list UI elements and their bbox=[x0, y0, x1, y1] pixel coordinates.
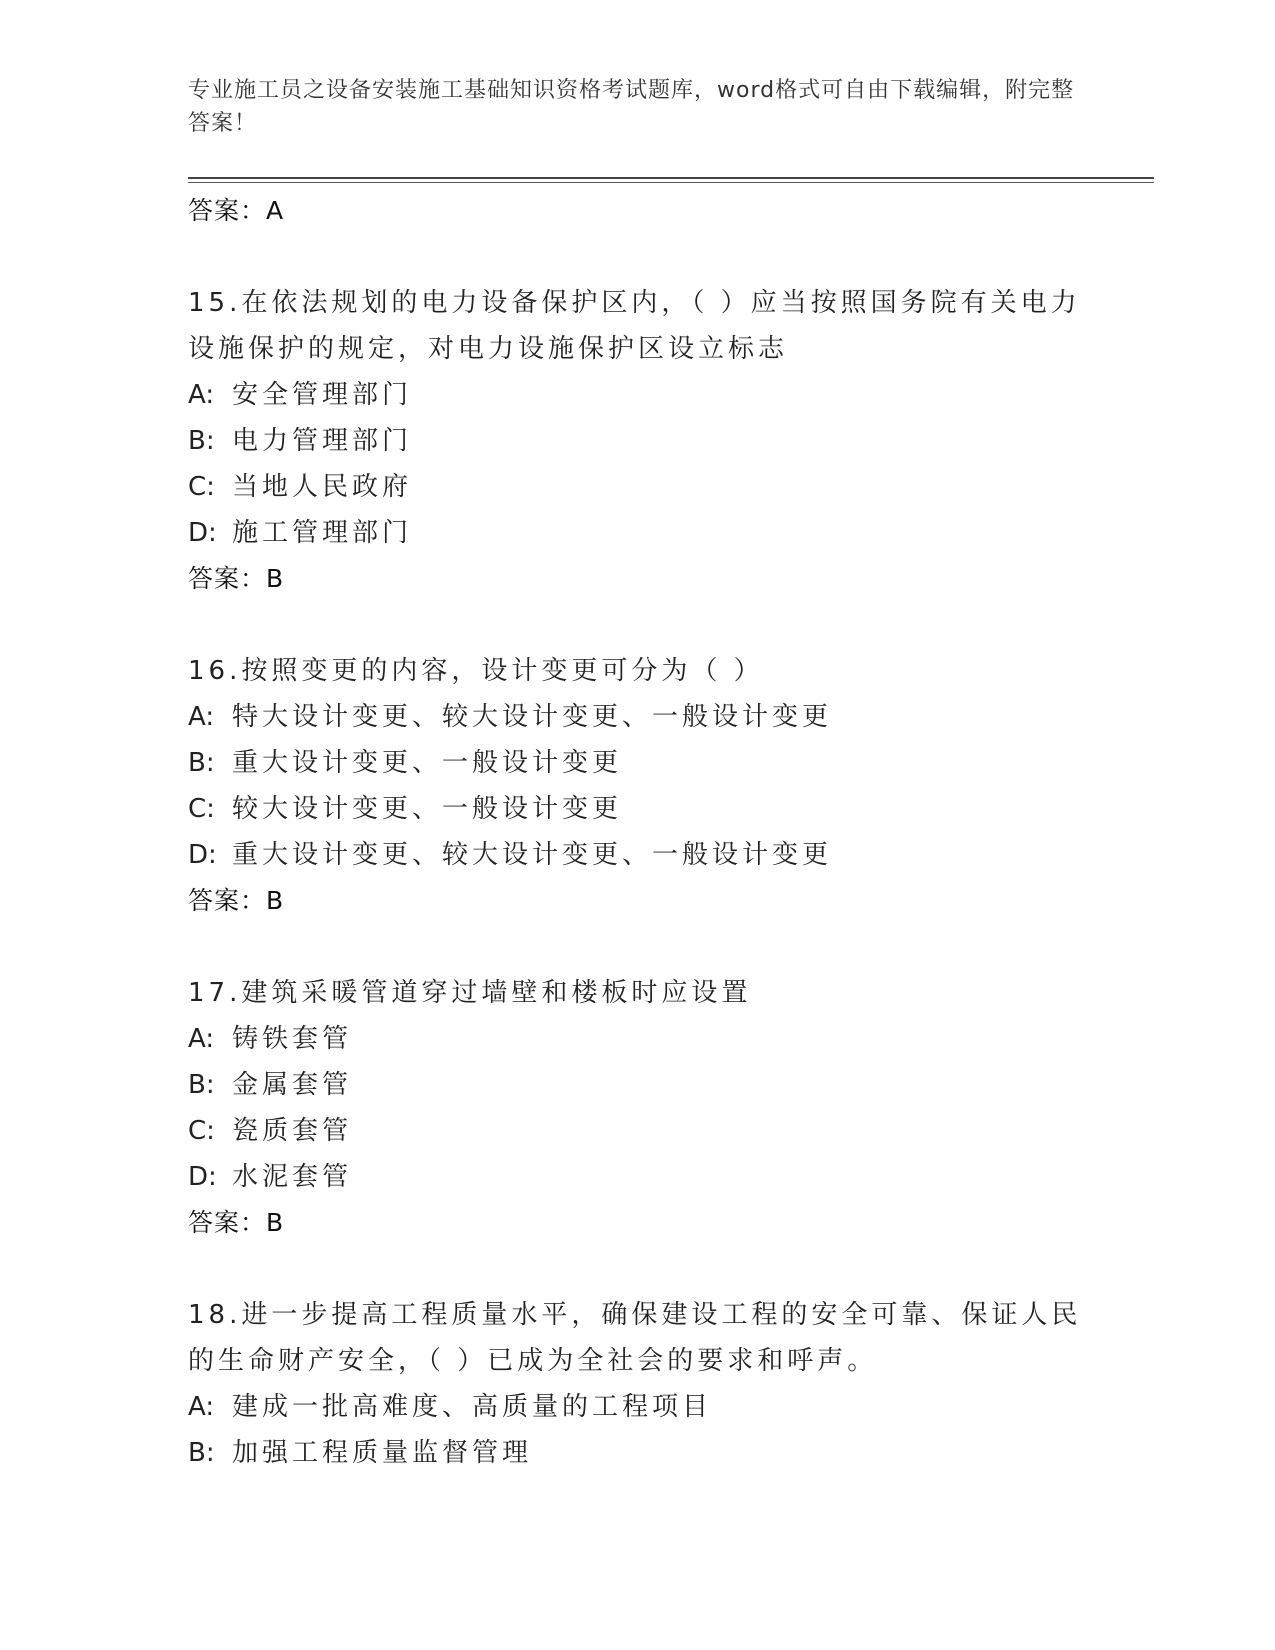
question-stem: 15.在依法规划的电力设备保护区内，（ ）应当按照国务院有关电力设施保护的规定，对电力设施保护区设立标志 bbox=[188, 288, 1081, 364]
option-c bbox=[188, 1108, 1088, 1154]
option-text: 重大设计变更、一般设计变更 bbox=[232, 748, 623, 778]
question-stem: 17.建筑采暖管道穿过墙壁和楼板时应设置 bbox=[188, 978, 752, 1008]
option-a bbox=[188, 1384, 1088, 1430]
option-key: D: bbox=[188, 1162, 217, 1192]
option-a bbox=[188, 372, 1088, 418]
header-divider-thin bbox=[188, 182, 1154, 183]
option-key: B: bbox=[188, 748, 215, 778]
option-key: D: bbox=[188, 840, 217, 870]
question-16 bbox=[188, 648, 1088, 924]
option-text: 建成一批高难度、高质量的工程项目 bbox=[232, 1392, 713, 1422]
option-b bbox=[188, 1430, 1088, 1476]
document-header: 专业施工员之设备安装施工基础知识资格考试题库，word格式可自由下载编辑，附完整答案！ bbox=[188, 78, 1075, 136]
option-key: C: bbox=[188, 1116, 215, 1146]
answer: 答案：B bbox=[188, 1208, 285, 1237]
option-key: A: bbox=[188, 1024, 215, 1054]
question-18 bbox=[188, 1292, 1088, 1476]
answer: 答案：B bbox=[188, 886, 285, 915]
option-key: B: bbox=[188, 1070, 215, 1100]
option-key: B: bbox=[188, 426, 215, 456]
question-stem: 16.按照变更的内容，设计变更可分为（ ） bbox=[188, 656, 764, 686]
question-stem: 18.进一步提高工程质量水平，确保建设工程的安全可靠、保证人民的生命财产安全，（ ）已成为全社会的要求和呼声。 bbox=[188, 1300, 1082, 1376]
option-text: 重大设计变更、较大设计变更、一般设计变更 bbox=[232, 840, 833, 870]
option-text: 较大设计变更、一般设计变更 bbox=[232, 794, 623, 824]
option-text: 水泥套管 bbox=[232, 1162, 353, 1192]
option-text: 当地人民政府 bbox=[232, 472, 413, 502]
option-a bbox=[188, 694, 1088, 740]
option-key: A: bbox=[188, 702, 215, 732]
answer: 答案：B bbox=[188, 564, 285, 593]
option-key: B: bbox=[188, 1438, 215, 1468]
question-list bbox=[188, 188, 1088, 1476]
option-d bbox=[188, 832, 1088, 878]
option-b bbox=[188, 740, 1088, 786]
option-c bbox=[188, 786, 1088, 832]
option-key: D: bbox=[188, 518, 217, 548]
header-divider-thick bbox=[188, 177, 1154, 179]
option-text: 加强工程质量监督管理 bbox=[232, 1438, 533, 1468]
option-d bbox=[188, 510, 1088, 556]
option-text: 瓷质套管 bbox=[232, 1116, 353, 1146]
option-key: A: bbox=[188, 1392, 215, 1422]
option-text: 特大设计变更、较大设计变更、一般设计变更 bbox=[232, 702, 833, 732]
option-text: 安全管理部门 bbox=[232, 380, 413, 410]
option-key: A: bbox=[188, 380, 215, 410]
previous-answer: 答案：A bbox=[188, 196, 285, 225]
option-key: C: bbox=[188, 472, 215, 502]
question-17 bbox=[188, 970, 1088, 1246]
option-text: 金属套管 bbox=[232, 1070, 353, 1100]
option-b bbox=[188, 1062, 1088, 1108]
option-text: 电力管理部门 bbox=[232, 426, 413, 456]
option-a bbox=[188, 1016, 1088, 1062]
option-b bbox=[188, 418, 1088, 464]
option-text: 铸铁套管 bbox=[232, 1024, 353, 1054]
option-key: C: bbox=[188, 794, 215, 824]
option-text: 施工管理部门 bbox=[232, 518, 413, 548]
question-15 bbox=[188, 280, 1088, 602]
option-c bbox=[188, 464, 1088, 510]
option-d bbox=[188, 1154, 1088, 1200]
